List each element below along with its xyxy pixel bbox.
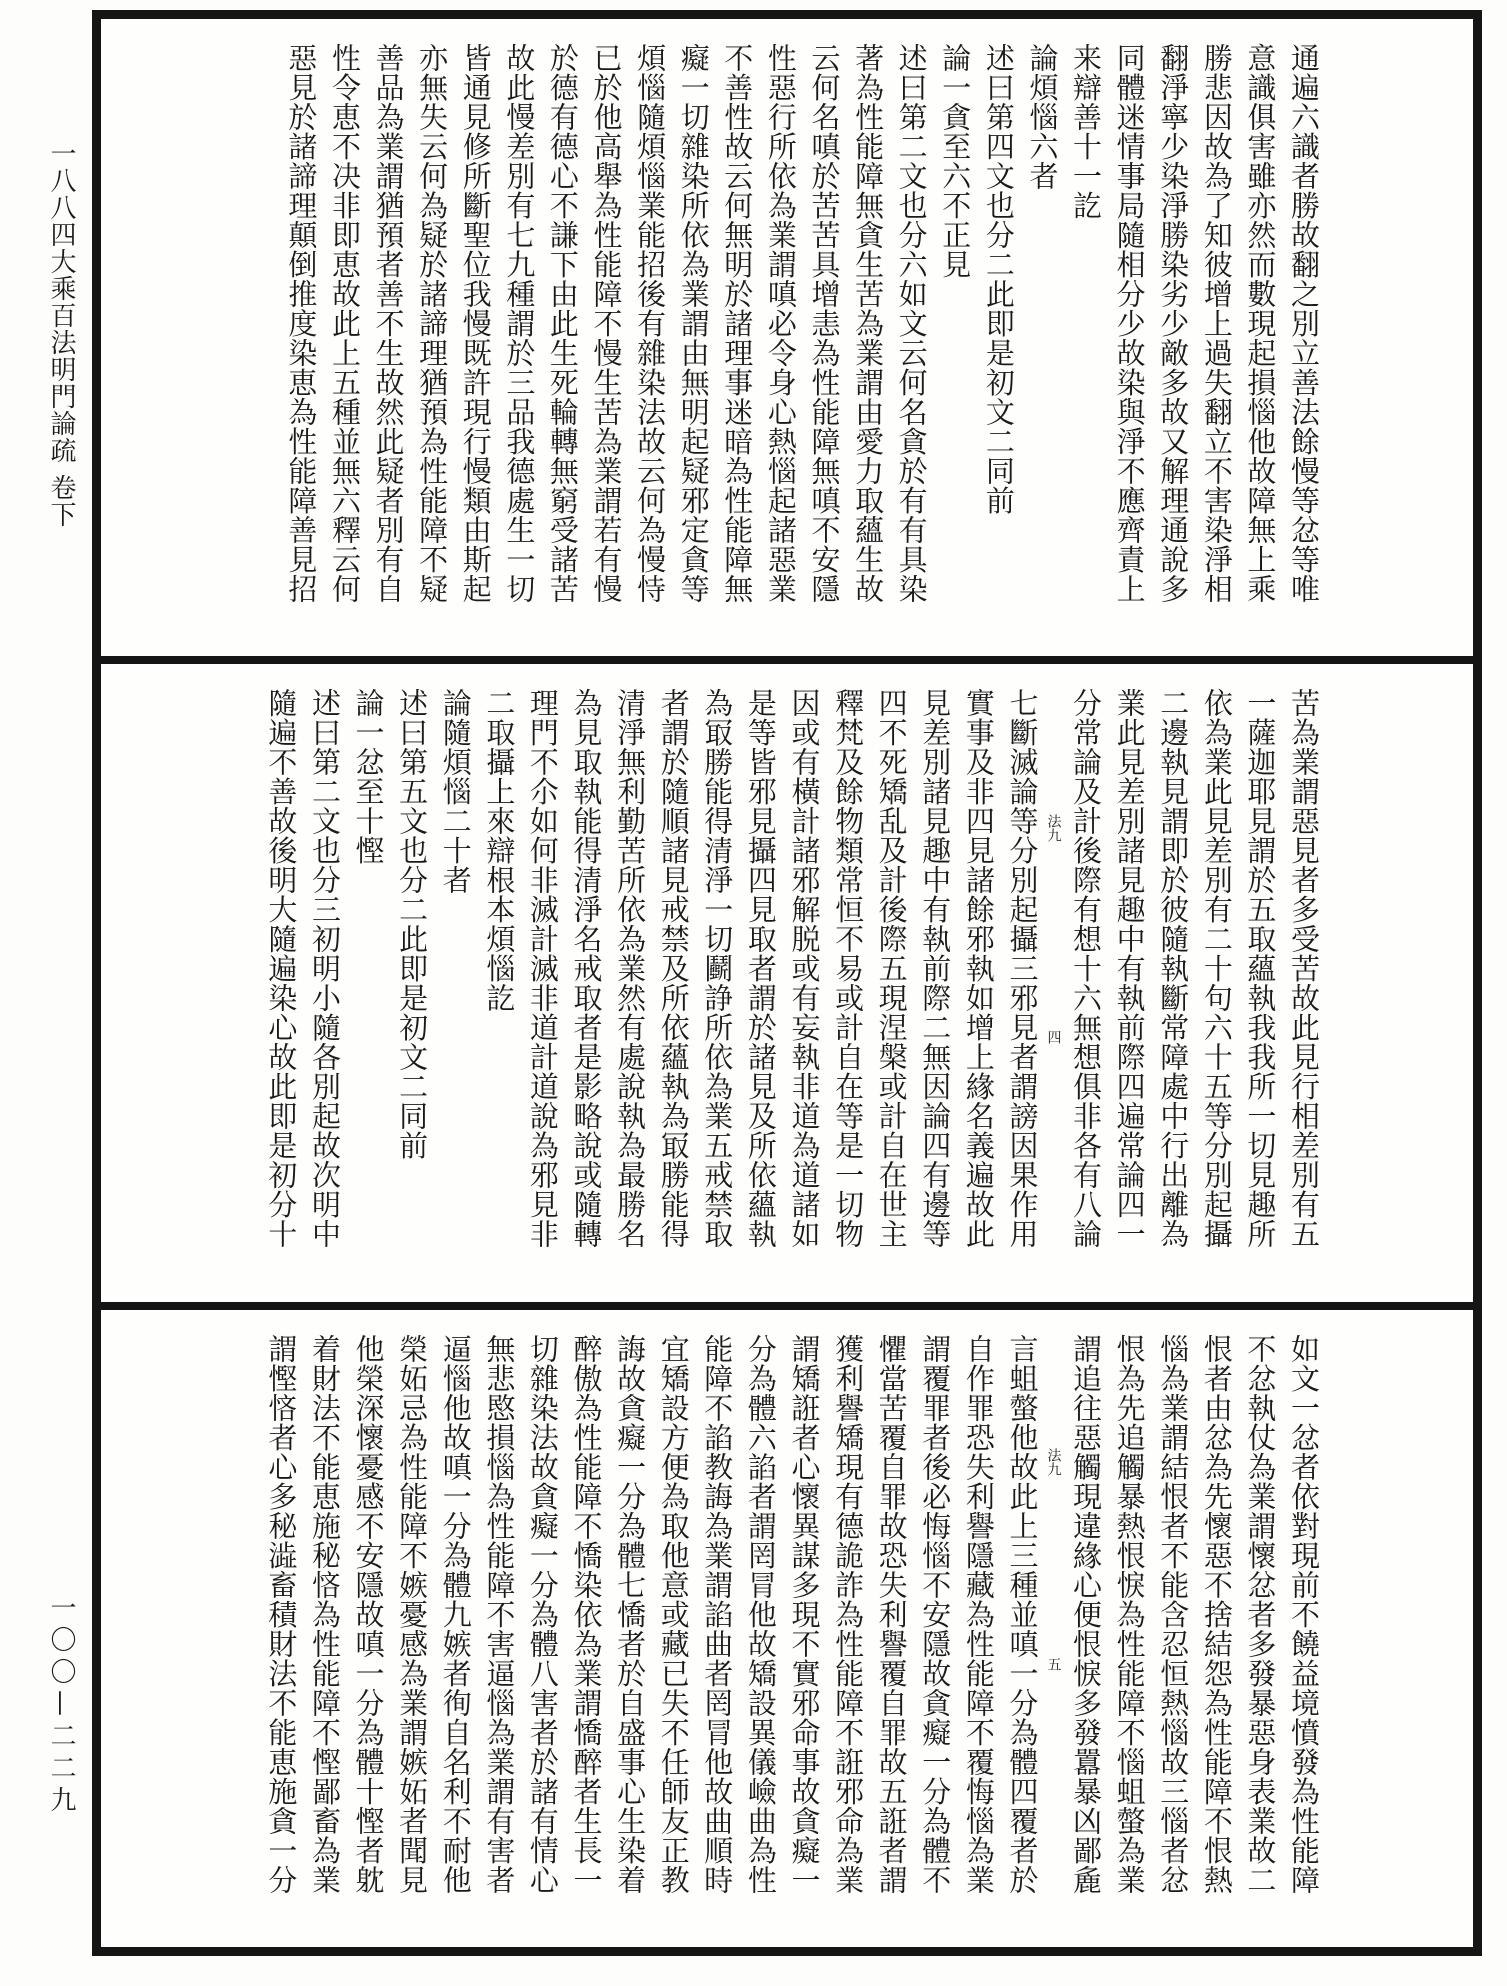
text-column: 榮妬忌為性能障不嫉憂感為業謂嫉妬者聞見	[395, 1333, 430, 1895]
folio-marker-column	[1043, 1334, 1063, 1933]
margin-page-number: 一〇〇—二二九	[46, 1594, 76, 1818]
text-column: 恨者由忿為先懷惡不捨結怨為性能障不恨熱	[1199, 1333, 1234, 1895]
text-column: 釋梵及餘物類常恒不易或計自在等是一切物	[831, 688, 866, 1249]
text-column: 謂覆罪者後必悔惱不安隱故貪癡一分為體不	[918, 1333, 953, 1895]
text-column: 述曰第二文也分六如文云何名貪於有有具染	[894, 43, 929, 604]
panel-bottom	[101, 1302, 1473, 1947]
text-column: 見差別諸見趣中有執前際二無因論四有邊等	[918, 688, 953, 1249]
margin-serial-number: 一八八四	[46, 140, 76, 248]
text-column: 惡見於諸諦理顛倒推度染恵為性能障善見招	[284, 43, 319, 604]
text-column: 醉傲為性能障不憍染依為業謂憍醉者生長一	[569, 1333, 604, 1895]
text-column: 獲利譽矯現有德詭詐為性能障不誑邪命為業	[831, 1333, 866, 1895]
text-column: 他榮深懷憂感不安隱故嗔一分為體十慳者躭	[351, 1333, 386, 1895]
text-column: 分常論及計後際有想十六無想俱非各有八論	[1069, 688, 1104, 1249]
text-column: 四不死矯乱及計後際五現涅槃或計自在世主	[874, 688, 909, 1249]
text-column: 著為性能障無貪生苦為業謂由愛力取蘊生故	[851, 43, 886, 604]
text-column: 懼當苦覆自罪故恐失利譽覆自罪故五誑者謂	[874, 1333, 909, 1895]
text-column: 故此慢差別有七九種謂於三品我德處生一切	[502, 43, 537, 604]
text-column: 如文一忿者依對現前不饒益境憤發為性能障	[1287, 1333, 1321, 1895]
text-column: 無悲愍損惱為性能障不害逼惱為業謂有害者	[482, 1333, 517, 1895]
folio-marker-column	[1043, 688, 1063, 1287]
text-column: 言蛆螫他故此上三種並嗔一分為體四覆者於	[1005, 1333, 1040, 1895]
text-column: 七斷滅論等分別起攝三邪見者謂謗因果作用	[1005, 688, 1040, 1249]
text-column: 業此見差別諸見趣中有執前際四遍常論四一	[1112, 688, 1147, 1249]
text-column: 為見取執能得清淨名戒取者是影略說或隨轉	[569, 688, 604, 1249]
folio-marker: 五	[1045, 1657, 1062, 1672]
text-column: 依為業此見差別有二十句六十五等分別起攝	[1199, 688, 1234, 1249]
text-column: 煩惱隨煩惱業能招後有雜染法故云何為慢恃	[633, 43, 668, 604]
margin-book-title: 大乘百法明門論疏	[46, 248, 76, 464]
text-column: 於德有德心不謙下由此生死輪轉無窮受諸苦	[545, 43, 580, 604]
text-column: 恨為先追觸暴熱恨悷為性能障不惱蛆螫為業	[1112, 1333, 1147, 1895]
text-column: 為冣勝能得清淨一切鬬諍所依為業五戒禁取	[700, 688, 735, 1249]
text-column: 二邊執見謂即於彼隨執斷常障處中行出離為	[1156, 688, 1191, 1249]
text-column: 分為體六諂者謂罔冐他故矯設異儀嶮曲為性	[743, 1333, 778, 1895]
text-column: 者謂於隨順諸見戒禁及所依蘊執為冣勝能得	[656, 688, 691, 1249]
text-column: 宜矯設方便為取他意或藏已失不任師友正教	[656, 1333, 691, 1895]
panel-top	[101, 19, 1473, 656]
text-column: 謂追往惡觸現違緣心便恨悷多發囂暴凶鄙麁	[1069, 1333, 1104, 1895]
text-column: 述曰第四文也分二此即是初文二同前	[981, 43, 1016, 515]
text-column: 述曰第二文也分三初明小隨各別起故次明中	[307, 688, 342, 1249]
text-frame	[92, 10, 1482, 1956]
text-column: 皆通見修所斷聖位我慢既許現行慢類由斯起	[458, 43, 493, 604]
text-column: 能障不諂教誨為業謂諂曲者罔冐他故曲順時	[700, 1333, 735, 1895]
text-column: 着財法不能恵施秘悋為性能障不慳鄙畜為業	[307, 1333, 342, 1895]
text-column: 切雜染法故貪癡一分為體八害者於諸有情心	[525, 1333, 560, 1895]
text-column: 二取攝上來辯根本煩惱訖	[482, 688, 517, 1013]
text-column: 不善性故云何無明於諸理事迷暗為性能障無	[720, 43, 755, 604]
text-column: 論一忿至十慳	[351, 688, 386, 866]
text-column: 亦無失云何為疑於諸諦理猶預為性能障不疑	[415, 43, 450, 604]
text-column: 誨故貪癡一分為體七憍者於自盛事心生染着	[613, 1333, 648, 1895]
text-column: 實事及非四見諸餘邪執如增上緣名義遍故此	[961, 688, 996, 1249]
text-column: 意識俱害雖亦然而數現起損惱他故障無上乘	[1243, 43, 1278, 604]
text-column: 一薩迦耶見謂於五取蘊執我我所一切見趣所	[1243, 688, 1278, 1249]
text-column: 述曰第五文也分二此即是初文二同前	[395, 688, 430, 1161]
text-column: 謂慳悋者心多秘澁畜積財法不能恵施貪一分	[264, 1333, 299, 1895]
text-column: 已於他高舉為性能障不慢生苦為業謂若有慢	[589, 43, 624, 604]
text-column: 逼惱他故嗔一分為體九嫉者徇自名利不耐他	[438, 1333, 473, 1895]
text-column: 謂矯誑者心懷異謀多現不實邪命事故貪癡一	[787, 1333, 822, 1895]
text-column: 通遍六識者勝故翻之別立善法餘慢等忿等唯	[1287, 43, 1321, 604]
text-column: 性惡行所依為業謂嗔必令身心熱惱起諸惡業	[763, 43, 798, 604]
text-column: 論煩惱六者	[1025, 43, 1060, 191]
text-column: 来辯善十一訖	[1069, 43, 1104, 220]
folio-marker: 四	[1045, 1029, 1062, 1044]
text-column: 不忿執仗為業謂懷忿者多發暴惡身表業故二	[1243, 1333, 1278, 1895]
text-column: 論隨煩惱二十者	[438, 688, 473, 895]
text-column: 理門不尒如何非滅計滅非道計道說為邪見非	[525, 688, 560, 1249]
text-column: 苦為業謂惡見者多受苦故此見行相差別有五	[1287, 688, 1321, 1249]
text-column: 性令恵不决非即恵故此上五種並無六釋云何	[327, 43, 362, 604]
folio-marker: 法九	[1045, 1447, 1062, 1476]
text-column: 清淨無利勤苦所依為業然有處說執為最勝名	[613, 688, 648, 1249]
text-column: 善品為業謂猶預者善不生故然此疑者別有自	[371, 43, 406, 604]
text-column: 云何名嗔於苦苦具增恚為性能障無嗔不安隱	[807, 43, 842, 604]
margin-fascicle-label: 卷下	[46, 474, 76, 528]
text-column: 惱為業謂結恨者不能含忍恒熱惱故三惱者忿	[1156, 1333, 1191, 1895]
text-column: 翻淨寧少染淨勝染劣少敵多故又解理通說多	[1156, 43, 1191, 604]
text-column: 因或有橫計諸邪解脱或有妄執非道為道諸如	[787, 688, 822, 1249]
text-column: 勝悲因故為了知彼增上過失翻立不害染淨相	[1199, 43, 1234, 604]
panel-middle	[101, 656, 1473, 1301]
folio-marker: 法九	[1045, 814, 1062, 843]
text-column: 是等皆邪見攝四見取者謂於諸見及所依蘊執	[743, 688, 778, 1249]
text-column: 同體迷情事局隨相分少故染與淨不應齊責上	[1112, 43, 1147, 604]
text-column: 自作罪恐失利譽隱藏為性能障不覆悔惱為業	[961, 1333, 996, 1895]
text-column: 隨遍不善故後明大隨遍染心故此即是初分十	[264, 688, 299, 1249]
text-column: 論一貪至六不正見	[938, 43, 973, 279]
text-column: 癡一切雜染所依為業謂由無明起疑邪定貪等	[676, 43, 711, 604]
